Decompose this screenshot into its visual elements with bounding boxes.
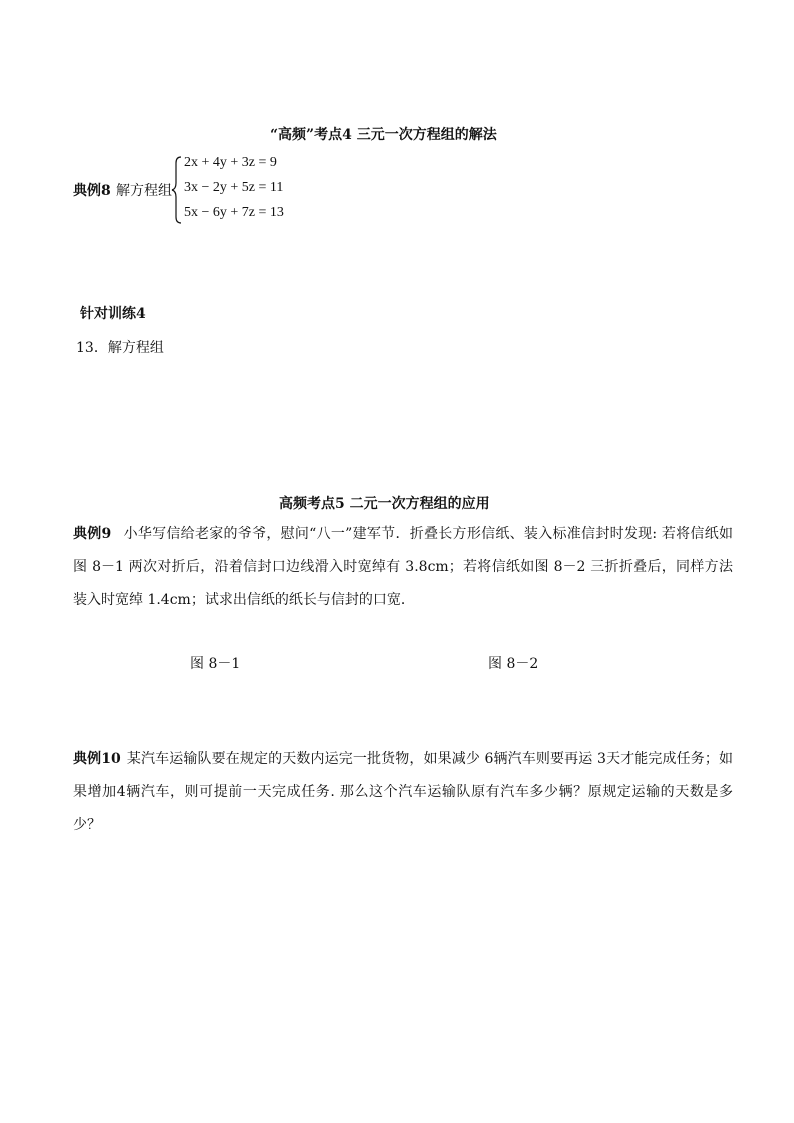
example10-paragraph (73, 743, 733, 842)
equation-3: 5x − 6y + 7z = 13 (184, 205, 284, 220)
example9-paragraph (73, 518, 733, 617)
section5-title: 高频考点5 二元一次方程组的应用 (279, 496, 490, 512)
example8-prompt: 解方程组 (116, 183, 172, 199)
example8-label: 典例8 (73, 183, 111, 199)
example10-label: 典例10 (73, 751, 121, 767)
training-item-13: 13．解方程组 (76, 340, 164, 356)
equation-2: 3x − 2y + 5z = 11 (184, 180, 284, 195)
equation-brace (171, 155, 183, 225)
section4-title: “高频”考点4 三元一次方程组的解法 (270, 127, 497, 143)
example10-text: 某汽车运输队要在规定的天数内运完一批货物，如果减少 6辆汽车则要再运 3天才能完成任务；如果增加4辆汽车，则可提前一天完成任务. 那么这个汽车运输队原有汽车多少辆？原规定运输的天数是多少？ (73, 751, 733, 833)
example9-text: 小华写信给老家的爷爷，慰问“八一”建军节．折叠长方形信纸、装入标准信封时发现: 若将信纸如图 8－1 两次对折后，沿着信封口边线滑入时宽绰有 3.8cm；若将信纸如图 8－2 三折折叠后，同样方法装入时宽绰 1.4cm；试求出信纸的纸长与信封的口宽． (73, 526, 733, 608)
figure-8-1-caption: 图 8－1 (190, 656, 241, 672)
example9-label: 典例9 (73, 526, 112, 542)
training4-title: 针对训练4 (80, 306, 146, 322)
figure-8-2-caption: 图 8－2 (488, 656, 539, 672)
equation-1: 2x + 4y + 3z = 9 (184, 155, 277, 170)
